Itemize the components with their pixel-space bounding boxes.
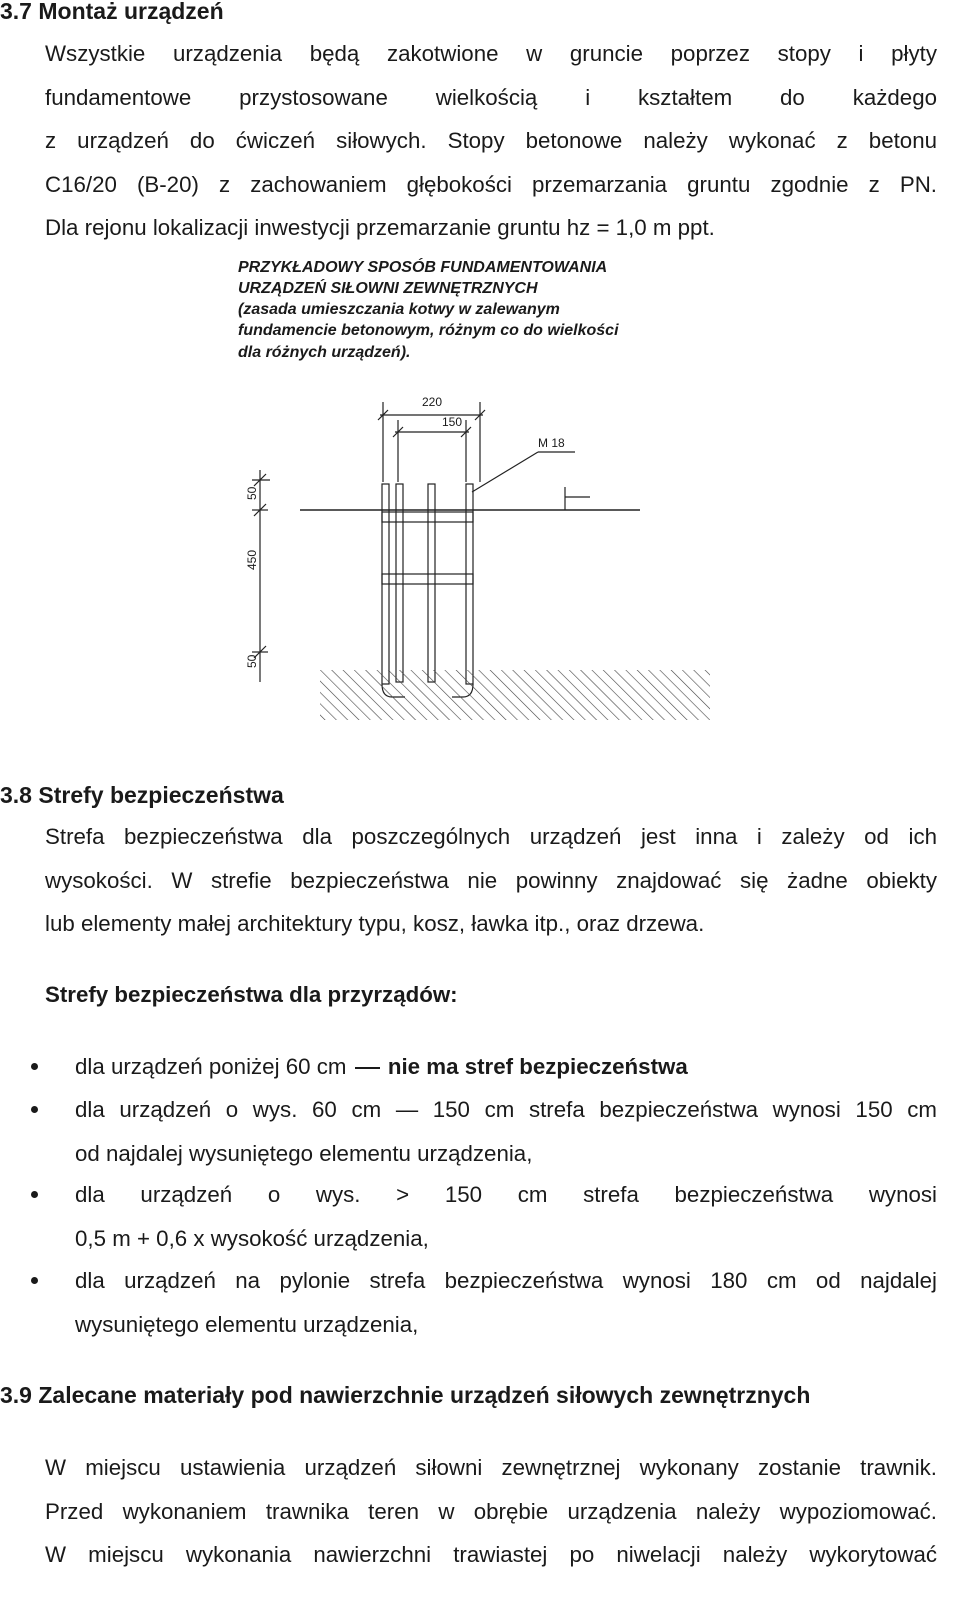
paragraph-line: W miejscu wykonania nawierzchni trawiastej po niwelacji należy wykorytować — [45, 1542, 937, 1567]
list-item-line: dla urządzeń na pylonie strefa bezpieczeństwa wynosi 180 cm od najdalej — [75, 1268, 937, 1293]
bullet-icon — [31, 1191, 38, 1198]
figure-caption-line: PRZYKŁADOWY SPOSÓB FUNDAMENTOWANIA — [238, 259, 608, 276]
list-item-line: wysuniętego elementu urządzenia, — [75, 1311, 419, 1337]
list-item-bold-text: nie ma stref bezpieczeństwa — [387, 1054, 688, 1079]
paragraph-line: Strefa bezpieczeństwa dla poszczególnych urządzeń jest inna i zależy od ich — [45, 824, 937, 849]
foundation-diagram — [230, 252, 720, 722]
paragraph-line: lub elementy małej architektury typu, kosz, ławka itp., oraz drzewa. — [45, 911, 705, 936]
list-item-line: dla urządzeń poniżej 60 cm — [75, 1054, 347, 1079]
safety-zones-subheading: Strefy bezpieczeństwa dla przyrządów: — [45, 982, 458, 1007]
paragraph-line: wysokości. W strefie bezpieczeństwa nie powinny znajdować się żadne obiekty — [45, 867, 937, 893]
figure-caption-line: dla różnych urządzeń). — [238, 344, 411, 361]
list-item-text — [75, 1173, 937, 1260]
bullet-icon — [31, 1063, 38, 1070]
dash-icon — [355, 1067, 380, 1069]
list-item-line: od najdalej wysuniętego elementu urządzenia, — [75, 1140, 533, 1166]
dimension-150-label: 150 — [442, 415, 463, 429]
dimension-50-top-label: 50 — [245, 486, 259, 500]
anchor-m18-label: M 18 — [538, 436, 565, 450]
list-item-text — [75, 1259, 937, 1346]
list-item-line: dla urządzeń o wys. 60 cm — 150 cm strefa bezpieczeństwa wynosi 150 cm — [75, 1097, 937, 1122]
paragraph-line: fundamentowe przystosowane wielkością i kształtem do każdego — [45, 84, 937, 110]
section-3-8-heading: 3.8 Strefy bezpieczeństwa — [0, 782, 284, 808]
section-3-9-paragraph — [45, 1446, 937, 1577]
dimension-50-bottom-label: 50 — [245, 654, 259, 668]
paragraph-line: W miejscu ustawienia urządzeń siłowni zewnętrznej wykonany zostanie trawnik. — [45, 1455, 937, 1480]
figure-caption-line: (zasada umieszczania kotwy w zalewanym — [238, 301, 560, 318]
dimension-450-label: 450 — [245, 549, 259, 570]
bullet-icon — [31, 1106, 38, 1113]
section-3-8-paragraph — [45, 815, 937, 946]
list-item-line: 0,5 m + 0,6 x wysokość urządzenia, — [75, 1225, 429, 1251]
paragraph-line: Przed wykonaniem trawnika teren w obrębie urządzenia należy wypoziomować. — [45, 1498, 937, 1524]
dimension-220-label: 220 — [422, 395, 443, 409]
section-3-7-heading: 3.7 Montaż urządzeń — [0, 0, 224, 24]
list-item-line: dla urządzeń o wys. > 150 cm strefa bezpieczeństwa wynosi — [75, 1182, 937, 1207]
list-item-text — [75, 1045, 937, 1089]
section-3-9-heading: 3.9 Zalecane materiały pod nawierzchnie urządzeń siłowych zewnętrznych — [0, 1382, 811, 1408]
figure-caption-line: URZĄDZEŃ SIŁOWNI ZEWNĘTRZNYCH — [238, 280, 538, 297]
section-3-7-paragraph — [45, 32, 937, 250]
paragraph-line: C16/20 (B-20) z zachowaniem głębokości przemarzania gruntu zgodnie z PN. — [45, 171, 937, 197]
paragraph-line: Dla rejonu lokalizacji inwestycji przemarzanie gruntu hz = 1,0 m ppt. — [45, 215, 715, 240]
list-item-text — [75, 1088, 937, 1175]
figure-caption-line: fundamencie betonowym, różnym co do wielkości — [238, 322, 619, 339]
bullet-icon — [31, 1277, 38, 1284]
paragraph-line: z urządzeń do ćwiczeń siłowych. Stopy betonowe należy wykonać z betonu — [45, 128, 937, 153]
paragraph-line: Wszystkie urządzenia będą zakotwione w gruncie poprzez stopy i płyty — [45, 41, 937, 66]
